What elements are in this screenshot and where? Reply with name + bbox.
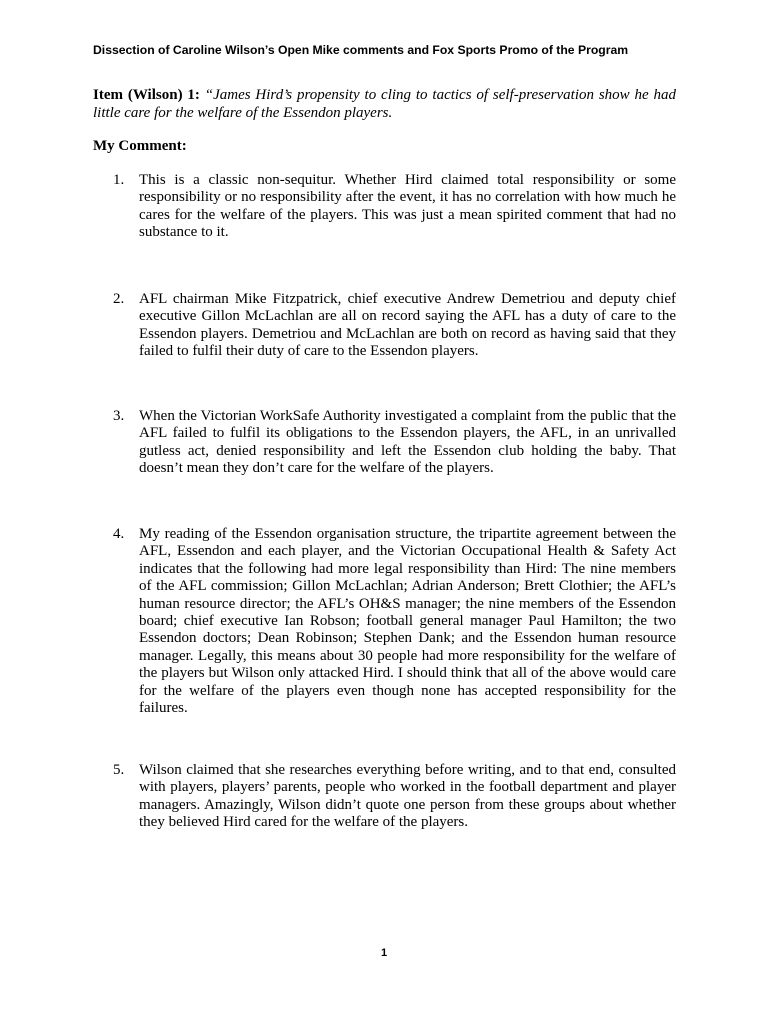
comment-number: 5. [113, 762, 125, 778]
comment-text: AFL chairman Mike Fitzpatrick, chief executive Andrew Demetriou and deputy chief executive Gillon McLachlan are all on record saying the AFL has a duty of care to the Essendon players. Demetriou and McLachlan are both on record as having said that they failed to fulfil their duty of care to the Essendon players. [139, 291, 676, 360]
comment-item-4 [113, 526, 676, 717]
comment-text: Wilson claimed that she researches everything before writing, and to that end, consulted with players, players’ parents, people who worked in the football department and player managers. Amazingly, Wilson didn’t quote one person from these groups about whether they believed Hird cared for the welfare of the players. [139, 762, 676, 831]
comment-item-1 [113, 172, 676, 242]
document-header: Dissection of Caroline Wilson’s Open Mike comments and Fox Sports Promo of the Program [93, 43, 629, 57]
item-heading [93, 87, 676, 122]
comment-text: When the Victorian WorkSafe Authority investigated a complaint from the public that the AFL failed to fulfil its obligations to the Essendon players, the AFL, in an unrivalled gutless act, denied responsibility and left the Essendon club holding the baby. That doesn’t mean they don’t care for the welfare of the players. [139, 408, 676, 477]
item-quote: “James Hird’s propensity to cling to tactics of self-preservation show he had little care for the welfare of the Essendon players. [93, 87, 677, 121]
comment-number: 3. [113, 408, 125, 424]
comment-text: This is a classic non-sequitur. Whether Hird claimed total responsibility or some responsibility or no responsibility after the event, it has no correlation with how much he cares for the welfare of the players. This was just a mean spirited comment that had no substance to it. [139, 172, 676, 241]
comment-item-3 [113, 408, 676, 478]
comment-item-5 [113, 762, 676, 832]
page-number: 1 [380, 947, 388, 959]
comment-number: 2. [113, 291, 125, 307]
comment-text: My reading of the Essendon organisation structure, the tripartite agreement between the AFL, Essendon and each player, and the Victorian Occupational Health & Safety Act indicates that the following had more legal responsibility than Hird: The nine members of the AFL commission; Gillon McLachlan; Adrian Anderson; Brett Clothier; the AFL’s human resource director; the AFL’s OH&S manager; the nine members of the Essendon board; chief executive Ian Robson; football general manager Paul Hamilton; the two Essendon doctors; Dean Robinson; Stephen Dank; and the Essendon human resource manager. Legally, this means about 30 people had more responsibility for the welfare of the players but Wilson only attacked Hird. I should think that all of the above would care for the welfare of the players even though none has accepted responsibility for the failures. [139, 526, 676, 717]
my-comment-heading: My Comment: [93, 138, 187, 154]
item-label: Item (Wilson) 1: [93, 87, 200, 103]
comment-item-2 [113, 291, 676, 361]
comment-number: 4. [113, 526, 125, 542]
comment-number: 1. [113, 172, 125, 188]
